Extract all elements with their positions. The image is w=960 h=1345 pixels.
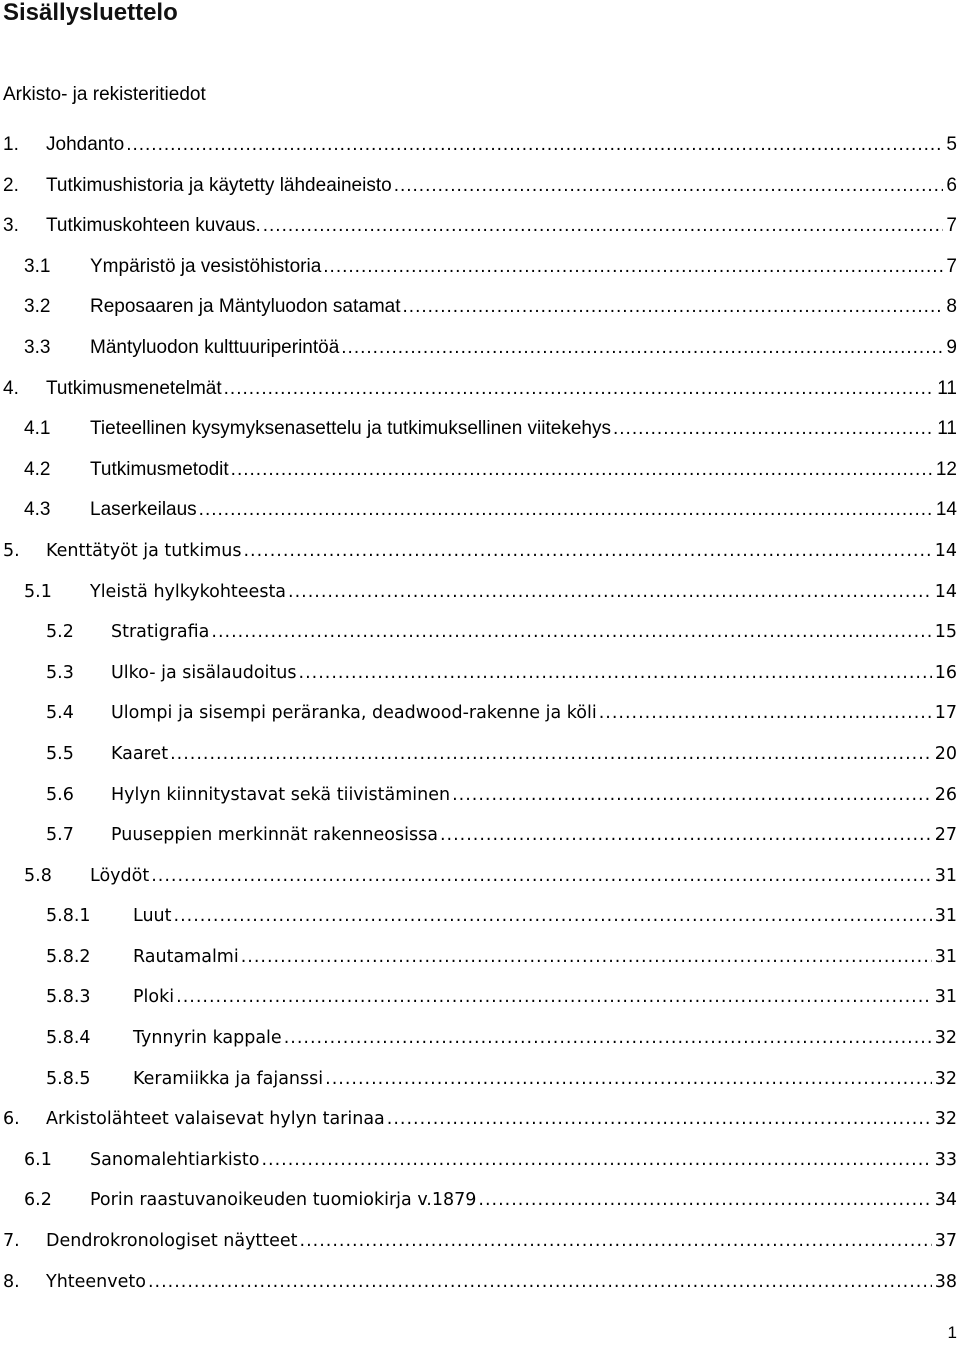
toc-entry-title: Kaaret <box>111 743 169 764</box>
toc-entry-title: Tutkimusmetodit <box>90 458 229 480</box>
toc-entry-page: 27 <box>934 825 957 846</box>
toc-entry-number: 5. <box>3 540 20 561</box>
toc-entry[interactable] <box>0 702 960 743</box>
toc-entry-number: 3. <box>3 215 19 237</box>
toc-dot-leader <box>263 215 944 237</box>
toc-dot-leader <box>341 337 943 359</box>
toc-entry[interactable] <box>0 946 960 987</box>
toc-entry[interactable] <box>0 581 960 622</box>
toc-entry[interactable] <box>0 824 960 865</box>
toc-entry[interactable] <box>0 1149 960 1190</box>
toc-entry-page: 32 <box>934 1109 957 1130</box>
toc-entry-title: Stratigrafia <box>111 622 210 643</box>
toc-dot-leader <box>148 1271 932 1293</box>
toc-entry-title: Keramiikka ja fajanssi <box>133 1068 324 1089</box>
toc-entry-number: 7. <box>3 1231 20 1252</box>
toc-dot-leader <box>261 1149 931 1171</box>
toc-entry-page: 32 <box>934 1028 957 1049</box>
toc-entry-title: Arkistolähteet valaisevat hylyn tarinaa <box>46 1109 385 1130</box>
toc-entry-number: 5.5 <box>46 743 74 764</box>
toc-entry-title: Kenttätyöt ja tutkimus <box>46 540 242 561</box>
toc-entry[interactable] <box>0 499 960 540</box>
toc-entry-page: 6 <box>946 174 957 196</box>
toc-entry-page: 34 <box>934 1190 957 1211</box>
toc-entry-page: 32 <box>934 1068 957 1089</box>
toc-entry[interactable] <box>0 337 960 378</box>
toc-dot-leader <box>403 296 944 318</box>
toc-entry-number: 5.4 <box>46 703 74 724</box>
toc-entry-number: 5.7 <box>46 825 74 846</box>
toc-entry[interactable] <box>0 175 960 216</box>
toc-dot-leader <box>284 1027 932 1049</box>
toc-entry-title: Mäntyluodon kulttuuriperintöä <box>90 336 340 358</box>
toc-entry-number: 4.1 <box>24 418 51 440</box>
toc-dot-leader <box>325 1068 932 1090</box>
toc-dot-leader <box>211 621 931 643</box>
toc-entry-title: Yleistä hylkykohteesta <box>90 581 287 602</box>
toc-entry[interactable] <box>0 1108 960 1149</box>
toc-entry-number: 5.8.1 <box>46 906 91 927</box>
toc-entry[interactable] <box>0 215 960 256</box>
toc-dot-leader <box>288 581 932 603</box>
toc-entry[interactable] <box>0 134 960 175</box>
toc-dot-leader <box>231 459 933 481</box>
toc-entry[interactable] <box>0 459 960 500</box>
toc-entry-page: 9 <box>946 336 957 358</box>
toc-entry-title: Tieteellinen kysymyksenasettelu ja tutkimuksellinen viitekehys <box>90 418 611 440</box>
toc-entry-page: 7 <box>946 215 957 237</box>
toc-entry-page: 14 <box>935 499 957 521</box>
toc-entry-page: 7 <box>946 255 957 277</box>
toc-entry-page: 15 <box>934 622 957 643</box>
toc-entry-title: Tutkimuskohteen kuvaus. <box>46 215 261 237</box>
toc-entry-title: Porin raastuvanoikeuden tuomiokirja v.1879 <box>90 1190 477 1211</box>
toc-entry-page: 12 <box>935 458 957 480</box>
toc-preamble-entry[interactable]: Arkisto- ja rekisteritiedot <box>3 84 206 105</box>
toc-entry-number: 3.1 <box>24 255 51 277</box>
toc-entry-number: 5.8.2 <box>46 946 91 967</box>
toc-entry[interactable] <box>0 1271 960 1312</box>
toc-entry-page: 16 <box>934 662 957 683</box>
toc-entry-number: 4.3 <box>24 499 51 521</box>
toc-entry-title: Luut <box>133 906 172 927</box>
toc-entry-title: Löydöt <box>90 865 150 886</box>
toc-entry[interactable] <box>0 296 960 337</box>
toc-entry-title: Johdanto <box>46 134 125 155</box>
toc-entry-title: Yhteenveto <box>46 1271 146 1292</box>
toc-entry[interactable] <box>0 378 960 419</box>
toc-entry-number: 5.2 <box>46 622 74 643</box>
toc-entry-page: 17 <box>934 703 957 724</box>
toc-entry[interactable] <box>0 743 960 784</box>
toc-entry-number: 5.3 <box>46 662 74 683</box>
toc-entry-title: Ploki <box>133 987 175 1008</box>
toc-entry-number: 4.2 <box>24 458 51 480</box>
toc-entry-page: 31 <box>934 946 957 967</box>
toc-entry[interactable] <box>0 256 960 297</box>
toc-entry-number: 3.2 <box>24 296 51 318</box>
toc-entry-title: Ulko- ja sisälaudoitus <box>111 662 297 683</box>
toc-dot-leader <box>599 702 932 724</box>
toc-dot-leader <box>387 1108 932 1130</box>
page-title: Sisällysluettelo <box>3 0 178 26</box>
toc-entry-title: Tynnyrin kappale <box>133 1028 282 1049</box>
toc-entry[interactable] <box>0 986 960 1027</box>
toc-dot-leader <box>170 743 932 765</box>
toc-entry[interactable] <box>0 784 960 825</box>
toc-entry-page: 31 <box>934 987 957 1008</box>
toc-entry-title: Dendrokronologiset näytteet <box>46 1231 298 1252</box>
toc-dot-leader <box>241 946 932 968</box>
toc-entry-number: 5.8.5 <box>46 1068 91 1089</box>
toc-entry[interactable] <box>0 865 960 906</box>
toc-entry-number: 6. <box>3 1109 20 1130</box>
toc-entry-title: Laserkeilaus <box>90 499 197 521</box>
toc-entry-title: Reposaaren ja Mäntyluodon satamat <box>90 296 401 318</box>
toc-dot-leader <box>440 824 932 846</box>
toc-entry-number: 8. <box>3 1271 20 1292</box>
toc-entry-page: 14 <box>934 540 957 561</box>
toc-entry-title: Ulompi ja sisempi peräranka, deadwood-rakenne ja köli <box>111 703 597 724</box>
toc-entry-number: 5.8 <box>24 865 52 886</box>
toc-entry-title: Sanomalehtiarkisto <box>90 1149 260 1170</box>
toc-entry[interactable] <box>0 621 960 662</box>
toc-entry-page: 11 <box>937 377 957 399</box>
toc-dot-leader <box>176 986 932 1008</box>
toc-entry-page: 8 <box>946 296 957 318</box>
toc-dot-leader <box>478 1189 931 1211</box>
toc-entry-number: 5.8.3 <box>46 987 91 1008</box>
toc-entry-number: 6.1 <box>24 1149 52 1170</box>
toc-entry-number: 5.1 <box>24 581 52 602</box>
toc-entry-title: Ympäristö ja vesistöhistoria <box>90 255 322 277</box>
toc-dot-leader <box>243 540 931 562</box>
toc-entry-number: 3.3 <box>24 336 51 358</box>
toc-entry[interactable] <box>0 540 960 581</box>
toc-dot-leader <box>452 784 932 806</box>
toc-entry-page: 37 <box>934 1231 957 1252</box>
toc-entry-title: Puuseppien merkinnät rakenneosissa <box>111 825 438 846</box>
toc-entry[interactable] <box>0 662 960 703</box>
toc-entry[interactable] <box>0 1230 960 1271</box>
toc-entry-title: Hylyn kiinnitystavat sekä tiivistäminen <box>111 784 451 805</box>
toc-entry-page: 11 <box>937 418 957 440</box>
toc-entry[interactable] <box>0 1027 960 1068</box>
toc-entry-number: 1. <box>3 134 19 155</box>
toc-entry[interactable] <box>0 418 960 459</box>
toc-entry-page: 38 <box>934 1271 957 1292</box>
toc-entry-number: 4. <box>3 377 19 399</box>
toc-entry-title: Tutkimushistoria ja käytetty lähdeaineisto <box>46 174 392 196</box>
toc-entry-number: 6.2 <box>24 1190 52 1211</box>
toc-entry-page: 20 <box>934 743 957 764</box>
toc-entry-title: Rautamalmi <box>133 946 239 967</box>
toc-dot-leader <box>224 378 935 400</box>
toc-dot-leader <box>199 499 933 521</box>
table-of-contents <box>0 134 960 1311</box>
toc-dot-leader <box>299 662 932 684</box>
toc-entry[interactable] <box>0 905 960 946</box>
toc-entry-title: Tutkimusmenetelmät <box>46 377 222 399</box>
toc-entry-page: 26 <box>934 784 957 805</box>
toc-entry-page: 31 <box>934 865 957 886</box>
toc-dot-leader <box>174 905 932 927</box>
toc-dot-leader <box>151 865 932 887</box>
toc-entry-page: 14 <box>934 581 957 602</box>
toc-entry-number: 5.6 <box>46 784 74 805</box>
toc-entry-page: 5 <box>946 134 957 155</box>
toc-dot-leader <box>394 175 944 197</box>
toc-dot-leader <box>613 418 934 440</box>
toc-entry-page: 31 <box>934 906 957 927</box>
toc-entry[interactable] <box>0 1189 960 1230</box>
page-number: 1 <box>947 1323 957 1342</box>
toc-dot-leader <box>300 1230 932 1252</box>
toc-entry-number: 5.8.4 <box>46 1028 91 1049</box>
toc-entry-number: 2. <box>3 174 19 196</box>
toc-entry-page: 33 <box>934 1149 957 1170</box>
toc-dot-leader <box>323 256 943 278</box>
toc-entry[interactable] <box>0 1068 960 1109</box>
toc-dot-leader <box>126 134 943 156</box>
